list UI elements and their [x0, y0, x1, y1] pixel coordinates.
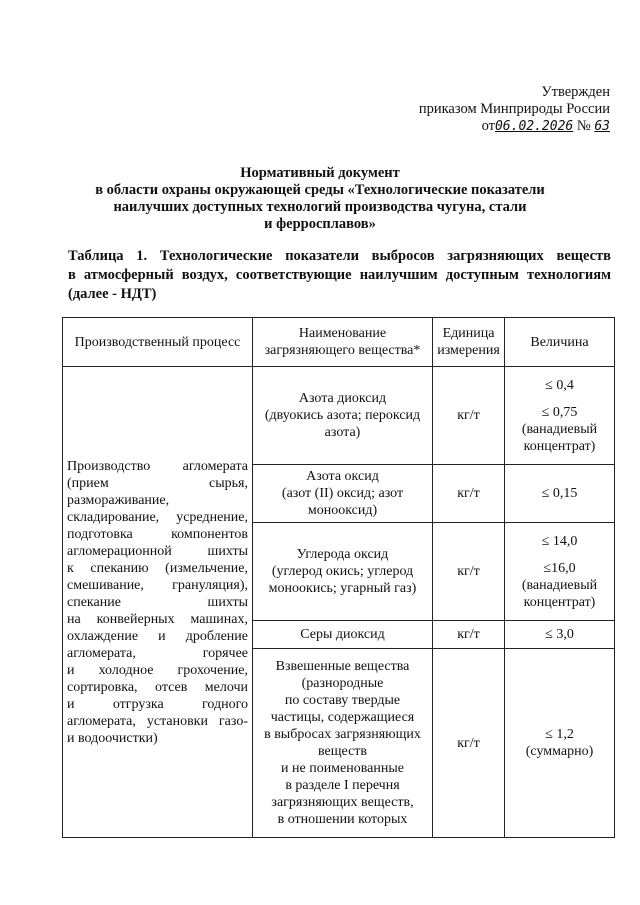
value-cell: [505, 649, 615, 838]
title-line: Нормативный документ: [240, 165, 400, 181]
caption-line: (далее - НДТ): [68, 286, 157, 302]
substance-line: Взвешенные вещества: [275, 659, 410, 674]
process-line: и отгрузка годного: [67, 696, 248, 712]
process-line: на конвейерных машинах,: [67, 611, 248, 627]
process-cell: [63, 367, 253, 838]
table-header-row: [63, 318, 615, 367]
process-line: к спеканию (измельчение,: [67, 560, 248, 576]
process-line: спекание шихты: [67, 594, 248, 610]
substance-line: азота): [324, 425, 361, 440]
value-line: ≤ 1,2: [545, 727, 574, 742]
title-line: и ферросплавов»: [264, 216, 376, 232]
caption-line: Таблица 1. Технологические показатели выбросов загрязняющих веществ: [68, 248, 611, 264]
header-process: Производственный процесс: [63, 318, 253, 367]
value-cell: [505, 367, 615, 465]
value-line: ≤ 0,75: [541, 404, 578, 420]
process-line: Производство агломерата: [67, 458, 248, 474]
value-gap: [509, 550, 610, 560]
approval-prefix: от: [481, 118, 495, 134]
value-cell: [505, 465, 615, 523]
value-line: ≤16,0: [543, 560, 576, 576]
value-line: ≤ 3,0: [545, 627, 574, 642]
substance-line: (разнородные: [301, 676, 384, 691]
approval-date-line: [370, 118, 610, 135]
process-line: агломерата, установки газо-: [67, 713, 248, 729]
substance-cell: [253, 523, 433, 621]
process-line: и водоочистки): [67, 730, 158, 746]
document-title: [60, 165, 580, 233]
header-substance: Наименование загрязняющего вещества*: [253, 318, 433, 367]
substance-line: веществ: [317, 744, 368, 759]
substance-line: Серы диоксид: [300, 627, 385, 642]
value-line: ≤ 0,4: [545, 377, 574, 393]
substance-line: в разделе I перечня: [285, 778, 400, 793]
value-cell: [505, 523, 615, 621]
process-line: агломерата, горячее: [67, 645, 248, 661]
process-line: агломерационной шихты: [67, 543, 248, 559]
process-line: охлаждение и дробление: [67, 628, 248, 644]
unit-cell: кг/т: [433, 465, 505, 523]
process-line: подготовка компонентов: [67, 526, 248, 542]
substance-cell: [253, 465, 433, 523]
substance-line: в отношении которых: [277, 812, 408, 827]
substance-cell: [253, 367, 433, 465]
ndt-table: [62, 317, 615, 838]
process-line: смешивание, грануляция),: [67, 577, 248, 593]
substance-cell: [253, 621, 433, 649]
caption-line: в атмосферный воздух, соответствующие наилучшим доступным технологиям: [68, 267, 611, 283]
substance-line: в выбросах загрязняющих: [264, 727, 421, 742]
substance-line: моноокись; угарный газ): [268, 581, 417, 596]
value-line: (ванадиевый: [521, 421, 598, 437]
header-value: Величина: [505, 318, 615, 367]
table-caption: [68, 247, 611, 304]
approval-date: 06.02.2026: [494, 119, 574, 134]
value-line: ≤ 0,15: [541, 486, 578, 501]
approval-number: 63: [594, 119, 610, 134]
substance-line: (двуокись азота; пероксид: [264, 408, 421, 423]
value-line: концентрат): [523, 594, 596, 610]
process-line: (прием сырья,: [67, 475, 248, 491]
approval-line-2: приказом Минприроды России: [418, 101, 610, 117]
substance-line: монооксид): [307, 503, 378, 518]
value-gap: [509, 394, 610, 404]
substance-line: (азот (II) оксид; азот: [281, 486, 404, 501]
process-line: размораживание,: [67, 492, 170, 508]
substance-line: Азота оксид: [306, 469, 379, 484]
substance-line: Углерода оксид: [296, 547, 389, 562]
approval-block: [370, 84, 610, 135]
title-line: в области охраны окружающей среды «Технологические показатели: [95, 182, 545, 198]
approval-line-1: Утвержден: [541, 84, 610, 100]
substance-line: по составу твердые: [284, 693, 401, 708]
process-line: и холодное грохочение,: [67, 662, 248, 678]
approval-number-label: №: [576, 118, 591, 134]
substance-line: (углерод окись; углерод: [271, 564, 414, 579]
unit-cell: кг/т: [433, 367, 505, 465]
substance-line: Азота диоксид: [298, 391, 387, 406]
title-line: наилучших доступных технологий производства чугуна, стали: [113, 199, 527, 215]
unit-cell: кг/т: [433, 649, 505, 838]
unit-cell: кг/т: [433, 523, 505, 621]
value-cell: [505, 621, 615, 649]
table-row: [63, 367, 615, 465]
substance-cell: [253, 649, 433, 838]
value-line: (суммарно): [525, 744, 594, 759]
substance-line: загрязняющих веществ,: [271, 795, 414, 810]
value-line: (ванадиевый: [521, 577, 598, 593]
unit-cell: кг/т: [433, 621, 505, 649]
substance-line: и не поименованные: [281, 761, 404, 776]
value-line: ≤ 14,0: [541, 533, 578, 549]
substance-line: частицы, содержащиеся: [270, 710, 415, 725]
process-line: складирование, усреднение,: [67, 509, 248, 525]
process-line: сортировка, отсев мелочи: [67, 679, 248, 695]
header-unit: Единица измерения: [433, 318, 505, 367]
value-line: концентрат): [523, 438, 596, 454]
